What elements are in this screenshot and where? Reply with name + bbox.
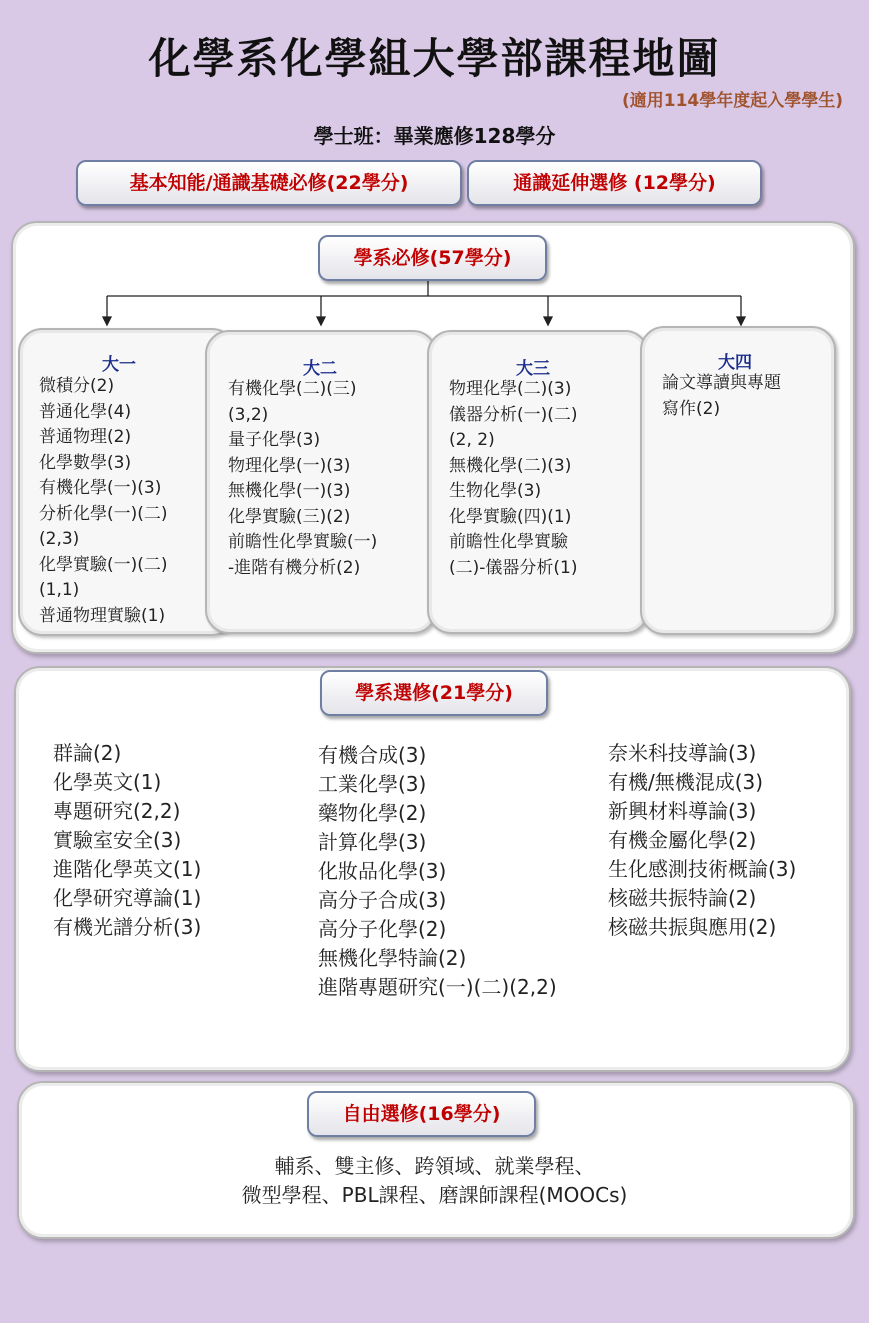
elective-column-2 bbox=[318, 741, 557, 1002]
free-elective-label: 自由選修(16學分) bbox=[342, 1103, 501, 1125]
course-item: 普通化學(4) bbox=[39, 401, 132, 422]
course-item: 物理化學(二)(3) bbox=[449, 379, 572, 399]
elective-item: 藥物化學(2) bbox=[318, 801, 427, 825]
general-elective-label: 通識延伸選修 (12學分) bbox=[513, 172, 716, 194]
elective-item: 化學英文(1) bbox=[53, 770, 162, 794]
course-item: 物理化學(一)(3) bbox=[228, 455, 351, 476]
elective-item: 化妝品化學(3) bbox=[318, 859, 447, 883]
elective-column-3 bbox=[608, 739, 796, 942]
required-label: 學系必修(57學分) bbox=[353, 247, 512, 269]
course-item: (3,2) bbox=[228, 404, 269, 425]
elective-item: 奈米科技導論(3) bbox=[608, 741, 757, 765]
elective-item: 專題研究(2,2) bbox=[53, 799, 181, 823]
free-elective-description bbox=[0, 1152, 869, 1210]
year-4-heading: 大四 bbox=[718, 353, 752, 373]
course-item: 寫作(2) bbox=[662, 398, 721, 419]
elective-label: 學系選修(21學分) bbox=[355, 682, 513, 704]
graduation-credits: 學士班：畢業應修128學分 bbox=[313, 124, 556, 148]
elective-item: 有機/無機混成(3) bbox=[608, 770, 764, 794]
free-elective-line: 輔系、雙主修、跨領域、就業學程、 bbox=[274, 1154, 595, 1178]
year-2-course-list bbox=[228, 377, 377, 581]
arrow-year2-icon bbox=[317, 317, 325, 325]
elective-column-1 bbox=[53, 739, 201, 942]
course-item: 化學數學(3) bbox=[39, 452, 132, 473]
year-2-heading: 大二 bbox=[303, 359, 337, 379]
elective-item: 工業化學(3) bbox=[318, 772, 427, 796]
course-item: 有機化學(一)(3) bbox=[39, 478, 162, 498]
page-title: 化學系化學組大學部課程地圖 bbox=[148, 34, 721, 83]
elective-button[interactable] bbox=[320, 670, 548, 716]
arrow-year3-icon bbox=[544, 317, 552, 325]
elective-item: 實驗室安全(3) bbox=[53, 828, 182, 852]
course-item: 生物化學(3) bbox=[449, 481, 542, 501]
course-item: 微積分(2) bbox=[39, 376, 115, 396]
year-4-course-list bbox=[662, 371, 781, 422]
year-1-heading: 大一 bbox=[102, 355, 136, 375]
elective-item: 群論(2) bbox=[53, 741, 122, 765]
course-item: 有機化學(二)(三) bbox=[228, 379, 357, 399]
course-item: (2,3) bbox=[39, 529, 80, 549]
elective-item: 核磁共振與應用(2) bbox=[608, 915, 777, 939]
general-required-label: 基本知能/通識基礎必修(22學分) bbox=[129, 172, 409, 194]
course-item: 化學實驗(一)(二) bbox=[39, 554, 168, 575]
elective-item: 有機合成(3) bbox=[318, 743, 427, 767]
required-button[interactable] bbox=[318, 235, 547, 281]
year-3-heading: 大三 bbox=[516, 359, 550, 379]
course-item: 分析化學(一)(二) bbox=[39, 503, 168, 524]
course-item: (1,1) bbox=[39, 580, 80, 600]
elective-item: 進階化學英文(1) bbox=[53, 857, 202, 881]
connector-lines bbox=[0, 0, 869, 340]
elective-item: 生化感測技術概論(3) bbox=[608, 857, 797, 881]
course-item: (二)-儀器分析(1) bbox=[449, 557, 578, 578]
course-item: 無機化學(一)(3) bbox=[228, 481, 351, 501]
elective-item: 高分子化學(2) bbox=[318, 917, 447, 941]
elective-item: 有機金屬化學(2) bbox=[608, 828, 757, 852]
year-3-course-list bbox=[449, 377, 578, 581]
course-item: 儀器分析(一)(二) bbox=[449, 404, 578, 425]
course-item: 普通物理實驗(1) bbox=[39, 605, 166, 626]
elective-item: 高分子合成(3) bbox=[318, 888, 447, 912]
course-item: 前瞻性化學實驗 bbox=[449, 532, 568, 552]
course-item: 普通物理(2) bbox=[39, 427, 132, 447]
course-item: -進階有機分析(2) bbox=[228, 557, 361, 578]
elective-item: 進階專題研究(一)(二)(2,2) bbox=[318, 975, 557, 999]
elective-item: 有機光譜分析(3) bbox=[53, 915, 202, 939]
elective-item: 新興材料導論(3) bbox=[608, 799, 757, 823]
course-item: 化學實驗(四)(1) bbox=[449, 506, 572, 527]
course-item: 前瞻性化學實驗(一) bbox=[228, 532, 378, 552]
elective-item: 核磁共振特論(2) bbox=[608, 886, 757, 910]
free-elective-line: 微型學程、PBL課程、磨課師課程(MOOCs) bbox=[241, 1183, 628, 1207]
course-item: 無機化學(二)(3) bbox=[449, 455, 572, 476]
course-item: 量子化學(3) bbox=[228, 430, 321, 450]
course-item: 論文導讀與專題 bbox=[662, 373, 781, 393]
elective-item: 計算化學(3) bbox=[318, 830, 427, 854]
elective-item: 無機化學特論(2) bbox=[318, 946, 467, 970]
free-elective-button[interactable] bbox=[307, 1091, 536, 1137]
arrow-year4-icon bbox=[737, 317, 745, 325]
year-1-course-list bbox=[39, 374, 168, 629]
course-item: 化學實驗(三)(2) bbox=[228, 506, 351, 527]
arrow-year1-icon bbox=[103, 317, 111, 325]
applicable-note: (適用114學年度起入學學生) bbox=[621, 91, 843, 111]
elective-item: 化學研究導論(1) bbox=[53, 886, 202, 910]
course-item: (2, 2) bbox=[449, 430, 495, 450]
